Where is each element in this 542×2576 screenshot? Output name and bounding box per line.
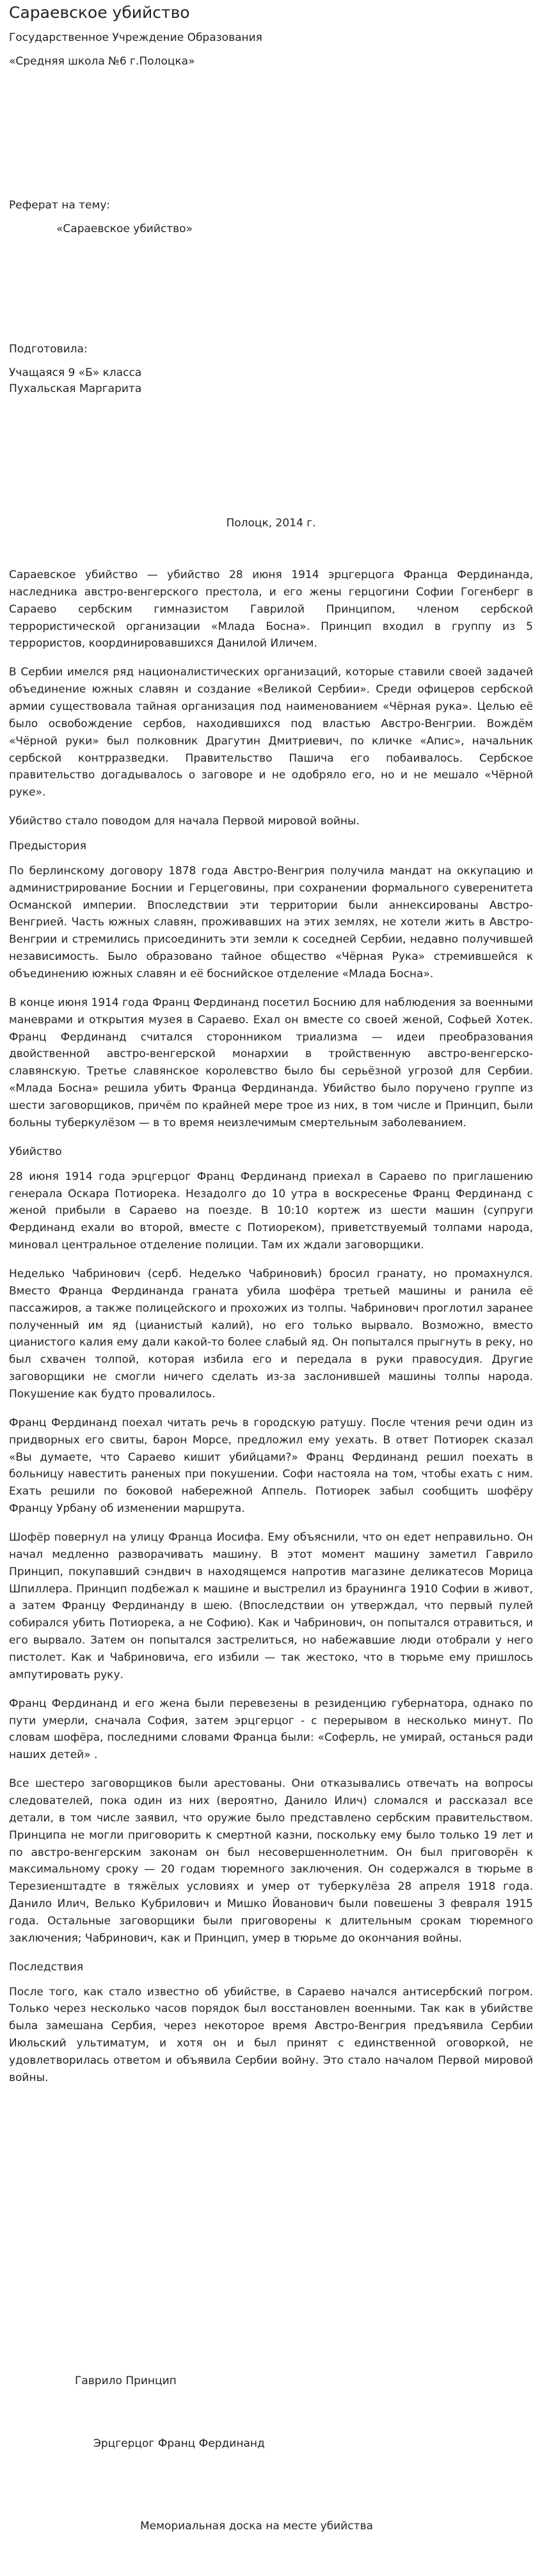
intro-paragraph: Сараевское убийство — убийство 28 июня 1914 эрцгерцога Франца Фердинанда, наследника австро-венгерского престола, и его жены герцогини Софии Гогенберг в Сараево сербским гимназистом Гаврилой Принципом, членом сербской террористической организации «Млада Босна». Принцип входил в группу из 5 террористов, координировавшихся Данилой Иличем.	[9, 569, 533, 650]
report-label: Реферат на тему:	[9, 199, 111, 212]
author-grade: Учащаяся 9 «Б» класса	[9, 366, 142, 379]
caption-plaque: Мемориальная доска на месте убийства	[140, 2520, 373, 2533]
prepared-by-label: Подготовила:	[9, 343, 88, 356]
report-topic: «Сараевское убийство»	[56, 223, 193, 235]
school-line: «Средняя школа №6 г.Полоцка»	[9, 55, 195, 68]
aftermath-heading: Последствия	[9, 1960, 84, 1974]
murder-paragraph: 28 июня 1914 года эрцгерцог Франц Фердинанд приехал в Сараево по приглашению генерала Оскара Потиорека. Незадолго до 10 утра в воскресенье Франц Фердинанд с женой прибыли в Сараево на поезде. В 10:10 кортеж из шести машин (супруги Фердинанд ехали во второй, вместе с Потиореком), приветствуемый толпами народа, миновал центральное отделение полиции. Там их ждали заговорщики.	[9, 1170, 533, 1252]
war-cause-paragraph: Убийство стало поводом для начала Первой мировой войны.	[9, 815, 360, 828]
murder-paragraph: Шофёр повернул на улицу Франца Иосифа. Ему объяснили, что он едет неправильно. Он начал медленно разворачивать машину. В этот момент машину заметил Гаврило Принцип, покупавший сэндвич в находящемся напротив магазине деликатесов Морица Шпиллера. Принцип подбежал к машине и выстрелил из браунинга 1910 Софии в живот, а затем Францу Фердинанду в шею. (Впоследствии он утверждал, что первый пулей собирался убить Потиорека, а не Софию). Как и Чабринович, он попытался отравиться, и его вырвало. Затем он попытался застрелиться, но набежавшие люди отобрали у него пистолет. Как и Чабриновича, его избили — так жестоко, что в тюрьме ему пришлось ампутировать руку.	[9, 1530, 533, 1681]
caption-archduke: Эрцгерцог Франц Фердинанд	[93, 2437, 265, 2450]
essay-body	[9, 567, 533, 2098]
murder-paragraph: Франц Фердинанд поехал читать речь в городскую ратушу. После чтения речи один из придворных его свиты, барон Морсе, предложил ему уехать. В ответ Потиорек сказал «Вы думаете, что Сараево кишит убийцами?» Франц Фердинанд решил поехать в больницу навестить раненых при покушении. Софи настояла на том, чтобы ехать с ним. Ехать решили по боковой набережной Аппель. Потиорек забыл сообщить шофёру Францу Урбану об изменении маршрута.	[9, 1416, 533, 1516]
city-year: Полоцк, 2014 г.	[226, 517, 316, 530]
organizations-paragraph: В Сербии имелся ряд националистических организаций, которые ставили своей задачей объединение южных славян и создание «Великой Сербии». Среди офицеров сербской армии существовала тайная организация под наименованием «Чёрная рука». Целью её было освобождение сербов, находившихся под властью Австро-Венгрии. Вождём «Чёрной руки» был полковник Драгутин Дмитриевич, по кличке «Апис», начальник сербской контрразведки. Правительство Пашича его побаивалось. Сербское правительство догадывалось о заговоре и не одобряло его, но и не мешало «Чёрной руке».	[9, 666, 533, 799]
author-name: Пухальская Маргарита	[9, 382, 142, 395]
murder-paragraph: Все шестеро заговорщиков были арестованы. Они отказывались отвечать на вопросы следователей, пока один из них (вероятно, Данило Илич) сломался и рассказал все детали, в том числе заявил, что оружие было представлено сербским правительством. Принципа не могли приговорить к смертной казни, поскольку ему было только 19 лет и по австро-венгерским законам он был несовершеннолетним. Он был приговорён к максимальному сроку — 20 годам тюремного заключения. Он содержался в тюрьме в Терезиенштадте в тяжёлых условиях и умер от туберкулёза 28 апреля 1918 года. Данило Илич, Велько Кубрилович и Мишко Йованович были повешены 3 февраля 1915 года. Остальные заговорщики были приговорены к длительным срокам тюремного заключения; Чабринович, как и Принцип, умер в тюрьме до окончания войны.	[9, 1777, 533, 1945]
murder-paragraph: Неделько Чабринович (серб. Недељко Чабриновић) бросил гранату, но промахнулся. Вместо Франца Фердинанда граната убила шофёра третьей машины и ранила её пассажиров, а также полицейского и прохожих из толпы. Чабринович проглотил заранее полученный им яд (цианистый калий), но его только вырвало. Возможно, вместо цианистого калия ему дали какой-то более слабый яд. Он попытался прыгнуть в реку, но был схвачен толпой, которая избила его и передала в руки правосудия. Другие заговорщики не смогли ничего сделать из-за заслонившей машины толпы народа. Покушение как будто провалилось.	[9, 1267, 533, 1401]
caption-princip: Гаврило Принцип	[75, 2375, 177, 2387]
prehistory-heading: Предыстория	[9, 840, 86, 853]
prehistory-paragraph: По берлинскому договору 1878 года Австро-Венгрия получила мандат на оккупацию и администрирование Боснии и Герцеговины, при сохранении формального суверенитета Османской империи. Впоследствии эти территории были аннексированы Австро-Венгрией. Часть южных славян, проживавших на этих землях, не хотели жить в Австро-Венгрии и стремились присоединить эти земли к соседней Сербии, недавно получившей независимость. Было образовано тайное общество «Чёрная Рука» стремившейся к объединению южных славян и её боснийское отделение «Млада Босна».	[9, 864, 533, 981]
prehistory-paragraph: В конце июня 1914 года Франц Фердинанд посетил Боснию для наблюдения за военными маневрами и открытия музея в Сараево. Ехал он вместе со своей женой, Софьей Хотек. Франц Фердинанд считался сторонником триализма — идеи преобразования двойственной австро-венгерской монархии в тройственную австро-венгерско-славянскую. Третье славянское королевство было бы серьёзной угрозой для Сербии. «Млада Босна» решила убить Франца Фердинанда. Убийство было поручено группе из шести заговорщиков, причём по крайней мере трое из них, в том числе и Принцип, были больны туберкулёзом — в то время неизлечимым смертельным заболеванием.	[9, 996, 533, 1129]
document-title: Сараевское убийство	[9, 3, 190, 22]
murder-paragraph: Франц Фердинанд и его жена были перевезены в резиденцию губернатора, однако по пути умерли, сначала София, затем эрцгерцог - с перерывом в несколько минут. По словам шофёра, последними словами Франца были: «Соферль, не умирай, останься ради наших детей» .	[9, 1697, 533, 1762]
aftermath-paragraph: После того, как стало известно об убийстве, в Сараево начался антисербский погром. Только через несколько часов порядок был восстановлен военными. Так как в убийстве была замешана Сербия, через некоторое время Австро-Венгрия предъявила Сербии Июльский ультиматум, и хотя он и был принят с единственной оговоркой, не удовлетворилась ответом и объявила Сербии войну. Это стало началом Первой мировой войны.	[9, 1985, 533, 2084]
murder-heading: Убийство	[9, 1145, 62, 1158]
institution-line: Государственное Учреждение Образования	[9, 31, 262, 44]
